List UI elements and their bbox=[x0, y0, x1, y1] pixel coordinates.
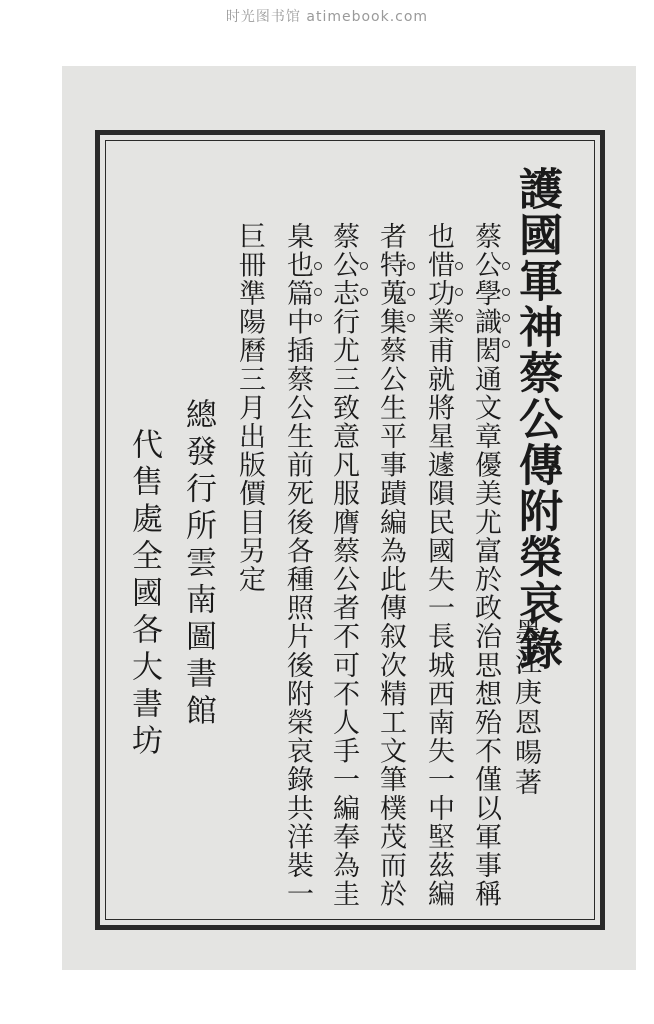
emphasis-dots bbox=[502, 262, 510, 348]
body-column-1: 蔡公學識閎通文章優美尤富於政治思想殆不僅以軍事稱 bbox=[470, 222, 501, 909]
body-column-5: 臬也篇中插蔡公生前死後各種照片後附榮哀錄共洋裝一 bbox=[282, 222, 313, 909]
agents-line: 代售處全國各大書坊 bbox=[126, 428, 162, 761]
body-column-2: 也惜功業甫就將星遽隕民國失一長城西南失一中堅茲編 bbox=[423, 222, 454, 909]
body-column-6: 巨冊準陽曆三月出版價目另定 bbox=[234, 222, 265, 594]
site-watermark: 时光图书馆 atimebook.com bbox=[225, 9, 429, 25]
emphasis-dots bbox=[455, 262, 463, 322]
book-title: 護國軍神蔡公傳附榮哀錄 bbox=[511, 166, 562, 672]
publisher-line: 總發行所雲南圖書館 bbox=[180, 398, 216, 731]
body-column-4: 蔡公志行尤三致意凡服膺蔡公者不可不人手一編奉為圭 bbox=[328, 222, 359, 909]
emphasis-dots bbox=[314, 262, 322, 322]
emphasis-dots bbox=[407, 262, 415, 322]
body-column-3: 者特蒐集蔡公生平事蹟編為此傳叙次精工文筆樸茂而於 bbox=[375, 222, 406, 909]
emphasis-dots bbox=[360, 262, 368, 296]
author-line: 墨江庚恩暘著 bbox=[510, 618, 541, 798]
